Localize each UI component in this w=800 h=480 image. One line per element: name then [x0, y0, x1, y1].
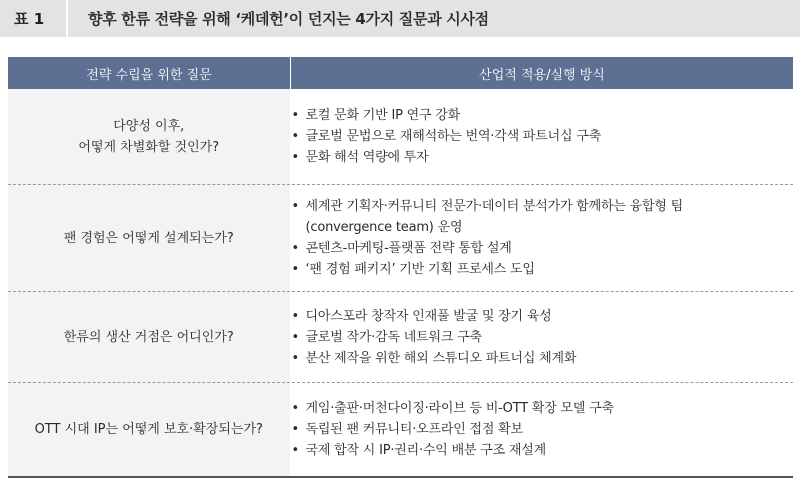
question-line: 팬 경험은 어떻게 설계되는가? [63, 230, 234, 246]
bullet-icon: • [291, 401, 299, 416]
bullet-icon: • [291, 108, 299, 123]
bullet-icon: • [291, 241, 299, 256]
application-item-text: 로컬 문화 기반 IP 연구 강화 [305, 108, 461, 123]
table-header-row [8, 57, 793, 89]
application-item-text: 문화 해석 역량에 투자 [305, 150, 429, 165]
table-title: 향후 한류 전략을 위해 ‘케데헌’이 던지는 4가지 질문과 시사점 [88, 10, 489, 28]
application-list [292, 398, 794, 461]
bullet-icon: • [291, 199, 299, 214]
application-item-text: ‘팬 경험 패키지’ 기반 기획 프로세스 도입 [305, 262, 535, 277]
application-list-item [292, 238, 794, 259]
application-list [292, 196, 794, 280]
bullet-icon: • [291, 422, 299, 437]
table-row [8, 185, 793, 292]
application-item-text: (convergence team) 운영 [305, 220, 463, 235]
application-list-item [292, 196, 794, 238]
column-header-application: 산업적 적용/실행 방식 [291, 57, 794, 89]
bullet-icon: • [291, 150, 299, 165]
application-list-item [292, 259, 794, 280]
table-row [8, 383, 793, 478]
question-cell [8, 89, 291, 185]
question-cell [8, 292, 291, 383]
application-list-item [292, 348, 794, 369]
question-cell [8, 185, 291, 292]
table-number-label: 표 1 [0, 0, 68, 37]
bullet-icon: • [291, 262, 299, 277]
bullet-icon: • [291, 443, 299, 458]
application-list [292, 306, 794, 369]
table-title-bar [0, 0, 800, 37]
application-list-item [292, 306, 794, 327]
application-item-text: 분산 제작을 위한 해외 스튜디오 파트너십 체계화 [305, 350, 577, 366]
application-cell [291, 292, 794, 383]
application-cell [291, 185, 794, 292]
question-line: 한류의 생산 거점은 어디인가? [63, 329, 234, 345]
question-cell [8, 383, 291, 478]
application-item-text: 콘텐츠-마케팅-플랫폼 전략 통합 설계 [305, 241, 512, 256]
application-item-text: 디아스포라 창작자 인재풀 발굴 및 장기 육성 [305, 308, 552, 324]
bullet-icon: • [291, 129, 299, 144]
application-list-item [292, 126, 794, 147]
application-item-text: 독립된 팬 커뮤니티·오프라인 접점 확보 [305, 422, 523, 437]
application-list-item [292, 419, 794, 440]
application-list-item [292, 398, 794, 419]
application-list-item [292, 105, 794, 126]
strategy-table [8, 57, 793, 478]
table-row [8, 89, 793, 185]
application-item-text: 세계관 기획자·커뮤니티 전문가·데이터 분석가가 함께하는 융합형 팀 [305, 199, 683, 214]
application-list-item [292, 327, 794, 348]
application-item-text: 글로벌 문법으로 재해석하는 번역·각색 파트너십 구축 [305, 129, 601, 144]
bullet-icon: • [291, 329, 299, 345]
bullet-icon: • [291, 308, 299, 324]
application-list-item [292, 440, 794, 461]
question-line: 다양성 이후, [113, 118, 185, 134]
question-line: OTT 시대 IP는 어떻게 보호·확장되는가? [34, 422, 263, 437]
column-header-questions: 전략 수립을 위한 질문 [8, 57, 291, 89]
application-cell [291, 89, 794, 185]
application-list [292, 105, 794, 168]
bullet-icon: • [291, 350, 299, 366]
application-item-text: 게임·출판·머천다이징·라이브 등 비-OTT 확장 모델 구축 [305, 401, 614, 416]
application-item-text: 국제 합작 시 IP·권리·수익 배분 구조 재설계 [305, 443, 546, 458]
application-cell [291, 383, 794, 478]
application-list-item [292, 147, 794, 168]
table-row [8, 292, 793, 383]
application-item-text: 글로벌 작가·감독 네트워크 구축 [305, 329, 482, 345]
question-line: 어떻게 차별화할 것인가? [78, 139, 220, 155]
